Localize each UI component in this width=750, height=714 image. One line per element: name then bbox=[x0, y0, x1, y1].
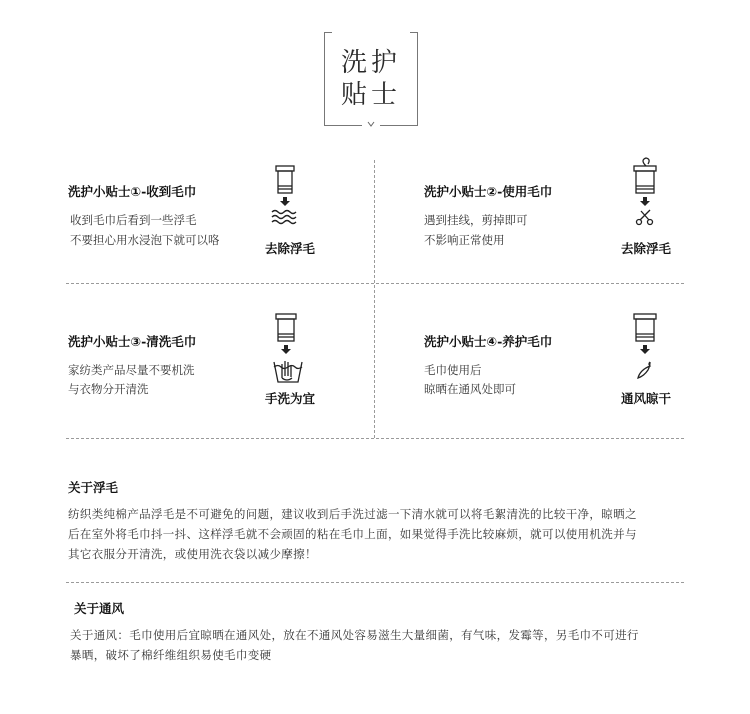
grid-vertical-divider bbox=[374, 160, 375, 438]
tip-caption: 通风晾干 bbox=[620, 391, 671, 406]
tip-line: 遇到挂线，剪掉即可 bbox=[424, 213, 528, 227]
grid-middle-divider bbox=[66, 283, 684, 284]
frame-left-line bbox=[324, 32, 325, 126]
towel-soak-icon bbox=[268, 164, 308, 228]
air-dry-icon bbox=[626, 312, 666, 384]
tip-title: 洗护小贴士②-使用毛巾 bbox=[424, 184, 553, 199]
grid-bottom-divider bbox=[66, 438, 684, 439]
header-frame bbox=[324, 32, 418, 126]
frame-bottom-left-line bbox=[324, 125, 362, 126]
frame-top-left-tick bbox=[324, 32, 332, 33]
paragraph-line: 纺织类纯棉产品浮毛是不可避免的问题，建议收到后手洗过滤一下清水就可以将毛絮清洗的比较干净，晾晒之 bbox=[68, 507, 637, 521]
chevron-down-icon bbox=[367, 120, 375, 128]
page-title-line2: 贴士 bbox=[340, 80, 401, 110]
paragraph-line: 关于通风：毛巾使用后宜晾晒在通风处，放在不通风处容易滋生大量细菌，有气味，发霉等，另毛巾不可进行 bbox=[70, 628, 639, 642]
towel-scissors-icon bbox=[626, 156, 666, 232]
tip-line: 与衣物分开清洗 bbox=[68, 382, 149, 396]
tip-line: 不影响正常使用 bbox=[424, 233, 505, 247]
frame-right-line bbox=[417, 32, 418, 126]
section-title: 关于通风 bbox=[74, 601, 125, 616]
tip-caption: 去除浮毛 bbox=[264, 241, 315, 256]
tip-line: 晾晒在通风处即可 bbox=[424, 382, 516, 396]
frame-bottom-right-line bbox=[380, 125, 418, 126]
hand-wash-icon bbox=[268, 312, 310, 384]
page-title-line1: 洗护 bbox=[340, 48, 401, 78]
paragraph-line: 后在室外将毛巾抖一抖、这样浮毛就不会顽固的粘在毛巾上面，如果觉得手洗比较麻烦，就可以使用机洗并与 bbox=[68, 527, 637, 541]
paragraph-line: 其它衣服分开清洗，或使用洗衣袋以减少摩擦！ bbox=[68, 547, 317, 561]
tip-title: 洗护小贴士①-收到毛巾 bbox=[68, 184, 197, 199]
section-title: 关于浮毛 bbox=[68, 480, 119, 495]
tip-caption: 去除浮毛 bbox=[620, 241, 671, 256]
section-divider bbox=[66, 582, 684, 583]
tip-line: 不要担心用水浸泡下就可以咯 bbox=[70, 233, 220, 247]
tip-line: 毛巾使用后 bbox=[424, 363, 482, 377]
tip-title: 洗护小贴士④-养护毛巾 bbox=[424, 334, 553, 349]
tip-caption: 手洗为宜 bbox=[264, 391, 315, 406]
paragraph-line: 暴晒，破坏了棉纤维组织易使毛巾变硬 bbox=[70, 648, 272, 662]
tip-line: 家纺类产品尽量不要机洗 bbox=[68, 363, 195, 377]
frame-top-right-tick bbox=[410, 32, 418, 33]
tip-title: 洗护小贴士③-清洗毛巾 bbox=[68, 334, 197, 349]
tip-line: 收到毛巾后看到一些浮毛 bbox=[70, 213, 197, 227]
